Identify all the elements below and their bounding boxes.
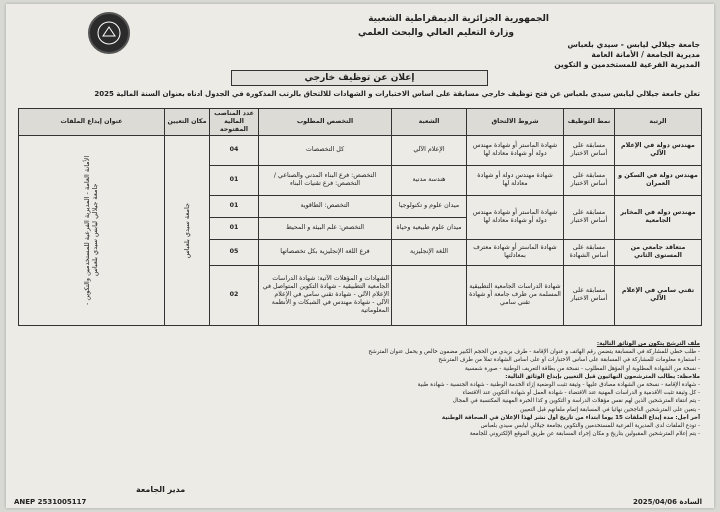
notes-line: - شهادة الإقامة - نسخة من الشهادة مصادق عليها - وثيقة تثبت الوضعية إزاء الخدمة الوطنية - شهادة الجنسية - شهادة طبية — [417, 382, 700, 389]
university-directorate: مديرية الجامعة / الأمانة العامة — [591, 50, 700, 59]
cell-rank: تقني سامي في الإعلام الآلي — [615, 265, 702, 325]
cell-mode: مسابقة على أساس الاختبار — [564, 195, 615, 239]
notes-line: - كل وثيقة تثبت الأقدمية و الدراسات المهنية عند الاقتضاء - شهادة العمل أو شهادة التكوين عند الاقتضاء — [462, 390, 700, 397]
notes-line: - نسخة من الشهادة المطلوبة أو المؤهل المطلوب - نسخة من بطاقة التعريف الوطنية - صورة شمسية — [464, 365, 700, 372]
table-header-row — [19, 109, 702, 136]
notes-line: - يتم انتقاء المترشحين الذين لهم نفس مؤهلات الدراسة و التكوين و كذا الخبرة المهنية المكتسبة في المجال — [452, 398, 700, 405]
cell-mode: مسابقة على أساس الاختبار — [564, 265, 615, 325]
cell-mode: مسابقة على أساس الاختبار — [564, 135, 615, 165]
director-signature: مدير الجامعة — [136, 485, 186, 494]
notes-heading: ملف الترشح يتكون من الوثائق التالية: — [596, 341, 700, 347]
cell-rank: مهندس دولة في الإعلام الآلي — [615, 135, 702, 165]
cell-branch: اللغة الإنجليزية — [392, 239, 467, 265]
cell-branch: ميدان علوم طبيعية وحياة — [392, 217, 467, 239]
cell-branch: الإعلام الآلي — [392, 135, 467, 165]
notes-line: - يتم إعلام المترشحين المقبولين بتاريخ و مكان إجراء المسابقة عن طريق الموقع الإلكتروني للجامعة — [469, 431, 700, 438]
positions-table — [18, 108, 702, 326]
address-text: الأمانة العامة - المديرية الفرعية للمستخدمين والتكوين - جامعة جيلالي ليابس سيدي بلعباس — [83, 155, 100, 305]
notes-line: - طلب خطي للمشاركة في المسابقة يتضمن رقم الهاتف و عنوان الإقامة - طرف بريدي من الحجم الكبير مضمون خالص و يحمل عنوان المترشح — [368, 349, 700, 356]
cell-conditions: شهادة مهندس دولة أو شهادة معادلة لها — [467, 165, 564, 195]
header-mode: نمط التوظيف — [564, 109, 615, 136]
cell-rank: متعاقد جامعي من المستوى الثاني — [615, 239, 702, 265]
cell-specialty: التخصص: فرع البناء المدني والصناعي / التخصص: فرع تقنيات البناء — [259, 165, 392, 195]
cell-count: 04 — [210, 135, 259, 165]
notes-line: - يتعين على المترشحين الناجحين نهائيا في المسابقة إتمام ملفاتهم قبل التعيين — [520, 406, 700, 413]
cell-mode: مسابقة على أساس الشهادة — [564, 239, 615, 265]
cell-count: 05 — [210, 239, 259, 265]
cell-conditions: شهادة الدراسات الجامعية التطبيقية المسلمة من طرف جامعة أو شهادة تقني سامي — [467, 265, 564, 325]
cell-specialty: الشهادات و المؤهلات الآتية: شهادة الدراسات الجامعية التطبيقية - شهادة التكوين المتواصل في الإعلام الآلي - شهادة تقني سامي في الإعلام الآلي - شهادة مهندس في الشبكات و الأنظمة المعلوماتية — [259, 265, 392, 325]
cell-conditions: شهادة الماستر أو شهادة مهندس دولة أو شهادة معادلة لها — [467, 195, 564, 239]
notes-line: آخر أجل: مدة إيداع الملفات 15 يوما ابتداء من تاريخ أول نشر لهذا الإعلان في الصحافة الوطنية — [441, 414, 700, 421]
cell-place — [165, 135, 210, 325]
cell-rank: مهندس دولة في المخابر الجامعية — [615, 195, 702, 239]
notes-line: - استمارة معلومات للمشاركة في المسابقة على أساس الاختبارات أو على أساس الشهادة تملأ من طرف المترشح — [438, 357, 700, 364]
notes-line: - تودع الملفات لدى المديرية الفرعية للمستخدمين والتكوين بجامعة جيلالي ليابس سيدي بلعباس — [480, 423, 700, 430]
cell-branch: ميدان علوم و تكنولوجيا — [392, 195, 467, 217]
requirements-notes — [20, 340, 700, 438]
header-address: عنوان إيداع الملفات — [19, 109, 165, 136]
cell-conditions: شهادة الماستر أو شهادة معترف بمعادلتها — [467, 239, 564, 265]
cell-address — [19, 135, 165, 325]
cell-count: 02 — [210, 265, 259, 325]
cell-branch: هندسة مدنية — [392, 165, 467, 195]
cell-specialty: التخصص: الطاقوية — [259, 195, 392, 217]
announcement-title: إعلان عن توظيف خارجي — [231, 70, 488, 86]
publication-date: السادة 2025/04/06 — [632, 498, 702, 506]
cell-count: 01 — [210, 165, 259, 195]
anep-reference: ANEP 2531005117 — [14, 498, 87, 506]
header-rank: الرتبة — [615, 109, 702, 136]
cell-conditions: شهادة الماستر أو شهادة مهندس دولة أو شهادة معادلة لها — [467, 135, 564, 165]
cell-specialty: فرع اللغة الإنجليزية بكل تخصصاتها — [259, 239, 392, 265]
cell-count: 01 — [210, 195, 259, 217]
cell-branch — [392, 265, 467, 325]
place-text: جامعة سيدي بلعباس — [182, 202, 191, 258]
republic-header: الجمهورية الجزائرية الديمقراطية الشعبية — [368, 14, 549, 24]
header-conditions: شروط الالتحاق — [467, 109, 564, 136]
header-place: مكان التعيين — [165, 109, 210, 136]
cell-count: 01 — [210, 217, 259, 239]
header-count: عدد المناصب المالية المفتوحة — [210, 109, 259, 136]
announcement-page — [6, 4, 714, 508]
cell-specialty: كل التخصصات — [259, 135, 392, 165]
table-row — [19, 135, 702, 165]
header-branch: الشعبة — [392, 109, 467, 136]
ministry-header: وزارة التعليم العالي والبحث العلمي — [357, 28, 514, 38]
cell-specialty: التخصص: علم البيئة و المحيط — [259, 217, 392, 239]
header-specialty: التخصص المطلوب — [259, 109, 392, 136]
cell-rank: مهندس دولة في السكن و العمران — [615, 165, 702, 195]
university-seal-icon — [88, 12, 130, 54]
university-name: جامعة جيلالي ليابس - سيدي بلعباس — [567, 40, 700, 49]
announcement-intro: تعلن جامعة جيلالي ليابس سيدي بلعباس عن فتح توظيف خارجي مسابقة على أساس الاختبارات و الشهادات للالتحاق بالرتب المذكورة في الجدول أدناه بعنوان السنة المالية 2025 — [94, 90, 700, 98]
cell-mode: مسابقة على أساس الاختبار — [564, 165, 615, 195]
notes-line: ملاحظة: يطالب المترشحون النهائيون قبل التعيين بإيداع الوثائق التالية: — [505, 373, 700, 380]
university-subdirectorate: المديرية الفرعية للمستخدمين و التكوين — [554, 60, 700, 69]
